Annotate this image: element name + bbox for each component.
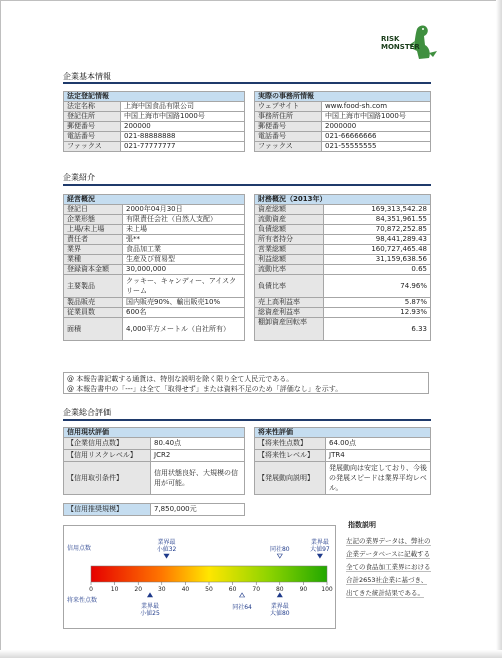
credit-marker [277,554,282,558]
future-marker [277,593,282,597]
row-value: 生産及び貿易型 [123,255,245,265]
row-value: 021-88888888 [121,132,245,142]
tick-label: 80 [275,586,284,593]
row-value: 70,872,252.85 [324,225,431,235]
logo-text [381,35,431,51]
row-value: 200000 [121,122,245,132]
row-value: 021-77777777 [121,142,245,152]
section-rule [63,82,431,84]
row-value: 国内販売90%、輸出販売10% [123,298,245,308]
row-value: 84,351,961.55 [324,215,431,225]
office-table [254,91,431,152]
score-gauge-chart [63,525,336,629]
table-row [255,265,431,275]
row-label: 面積 [64,318,123,341]
credit-marker-label: 小値32 [156,546,177,553]
credit-table-title: 信用現状評価 [64,428,245,438]
finance-rows [255,205,431,341]
row-label: 業界 [64,245,123,255]
section-title-eval: 企業総合評価 [63,408,111,417]
section-title-intro: 企業紹介 [63,173,95,182]
credit-score-axis-label: 信用点数 [67,545,92,552]
row-value: 張** [123,235,245,245]
logo-line-2: MONSTER [381,43,420,51]
gauge-bar [91,566,327,582]
row-label: 流動資産 [255,215,324,225]
row-label: 【企業信用点数】 [64,438,151,450]
row-value: 4,000平方メートル（自社所有） [123,318,245,341]
row-label: 総資産利益率 [255,308,324,318]
table-row [64,225,245,235]
tick-label: 100 [321,586,333,593]
row-label: 業種 [64,255,123,265]
table-row [255,308,431,318]
registration-table [63,91,245,152]
row-label: 資産総額 [255,205,324,215]
row-label: 流動比率 [255,265,324,275]
future-marker-label-line1: 業界最 [140,603,160,610]
row-label: 上場/未上場 [64,225,123,235]
table-row [255,215,431,225]
row-value: 2000000 [322,122,431,132]
row-value: 0.65 [324,265,431,275]
table-row [64,308,245,318]
row-value: 未上場 [123,225,245,235]
row-label: ファックス [255,142,322,152]
table-row [64,205,245,215]
row-value: 30,000,000 [123,265,245,275]
row-value: 64.00点 [326,438,431,450]
table-row [64,265,245,275]
future-table [254,427,431,495]
row-label: 登記日 [64,205,123,215]
future-marker-label: 大値80 [269,610,290,617]
credit-marker [317,554,322,558]
credit-marker-label: 大値97 [310,546,330,553]
credit-table [63,427,245,495]
section-rule [63,184,431,186]
credit-limit-table [63,503,245,516]
note-line: @ 本報告書中の「---」は全て「取得せず」または資料不足のため「評価なし」を示す。 [67,385,343,393]
row-label: 従業員数 [64,308,123,318]
table-row [255,225,431,235]
row-value: 021-55555555 [322,142,431,152]
office-rows [255,102,431,152]
table-row [64,215,245,225]
row-value: 食品加工業 [123,245,245,255]
row-label: ファックス [64,142,121,152]
row-label: 主要製品 [64,275,123,298]
tick-label: 70 [252,586,261,593]
row-label: 法定名称 [64,102,121,112]
row-value: 74.96% [324,275,431,298]
table-row [255,318,431,341]
table-row [255,245,431,255]
row-label: 【信用リスクレベル】 [64,450,151,462]
row-value: 80.40点 [151,438,245,450]
row-label: 【発展動向説明】 [255,462,326,495]
credit-marker [164,554,169,558]
table-row [255,462,431,495]
row-value: クッキー、キャンディー、アイスクリーム [123,275,245,298]
future-marker-label-line1: 業界最 [270,603,289,610]
table-row [64,112,245,122]
gauge-svg [64,526,335,628]
table-row [255,205,431,215]
tick-label: 30 [157,586,166,593]
table-row [64,318,245,341]
table-row [255,450,431,462]
table-row [255,298,431,308]
row-label: 利益総額 [255,255,324,265]
tick-label: 0 [89,586,93,593]
row-value: 中国上海市中国路1000号 [121,112,245,122]
future-marker-label: 小値25 [140,610,160,617]
office-table-title: 実際の事務所情報 [255,92,431,102]
table-row [64,462,245,495]
section-title-basic: 企業基本情報 [63,72,111,81]
row-label: 売上高利益率 [255,298,324,308]
row-value: 160,727,465.48 [324,245,431,255]
row-value: 有限責任会社（自然人支配） [123,215,245,225]
overview-table-title: 経営概況 [64,195,245,205]
row-label: 負債比率 [255,275,324,298]
future-score-axis-label: 将来性点数 [67,597,98,604]
tick-label: 90 [299,586,308,593]
table-row [255,438,431,450]
row-label: 棚卸資産回転率 [255,318,324,341]
logo-line-1: RISK [381,35,400,43]
overview-table [63,194,245,341]
table-row [64,132,245,142]
table-row [64,438,245,450]
registration-table-title: 法定登記情報 [64,92,245,102]
row-label: 【将来性点数】 [255,438,326,450]
row-label: 電話番号 [255,132,322,142]
overview-rows [64,205,245,341]
credit-limit-label: 【信用推奨規模】 [64,504,151,516]
row-value: 12.93% [324,308,431,318]
row-value: 600名 [123,308,245,318]
row-label: 登記住所 [64,112,121,122]
row-label: 郵便番号 [64,122,121,132]
row-label: 【将来性レベル】 [255,450,326,462]
row-value: 中国上海市中国路1000号 [322,112,431,122]
row-label: 事務所住所 [255,112,322,122]
tick-label: 60 [228,586,237,593]
tick-label: 50 [205,586,213,593]
row-value: 上海中国食品有限公司 [121,102,245,112]
table-row [64,245,245,255]
explain-text: 左記の業界データは、弊社の企業データベースに記載する全ての食品加工業界における合計2653社企業に基づき、出てきた統計結果である。 [346,537,431,597]
currency-notes [63,372,429,394]
table-row [255,255,431,265]
table-row [64,450,245,462]
table-row [255,235,431,245]
row-value: 2000年04月30日 [123,205,245,215]
future-table-title: 将来性評価 [255,428,431,438]
registration-rows [64,102,245,152]
table-row [64,142,245,152]
future-marker [148,593,153,597]
table-row [64,275,245,298]
row-value: 5.87% [324,298,431,308]
row-value: www.food-sh.com [322,102,431,112]
row-value: 98,441,289.43 [324,235,431,245]
finance-table [254,194,431,341]
table-row [64,235,245,245]
table-row [255,142,431,152]
finance-table-title: 財務概況（2013年） [255,195,431,205]
table-row [255,275,431,298]
table-row [255,122,431,132]
row-value: 31,159,638.56 [324,255,431,265]
credit-marker-label-line1: 業界最 [310,539,329,546]
explain-title: 指数説明 [348,521,376,529]
row-label: 製品販売 [64,298,123,308]
row-value: 発展動向は安定しており、今後の発展スピードは業界平均レベル。 [326,462,431,495]
tick-label: 20 [134,586,143,593]
table-row [64,298,245,308]
table-row [255,132,431,142]
row-label: 電話番号 [64,132,121,142]
tick-label: 40 [181,586,190,593]
tick-label: 10 [110,586,119,593]
table-row [255,102,431,112]
row-value: 信用状態良好、大規模の信用が可能。 [151,462,245,495]
future-marker-label: 同社64 [232,604,252,611]
row-value: 169,313,542.28 [324,205,431,215]
table-row [64,255,245,265]
credit-marker-label: 同社80 [269,546,290,553]
page-shadow-right [496,0,502,658]
row-value: JTR4 [326,450,431,462]
row-label: 郵便番号 [255,122,322,132]
row-value: 021-66666666 [322,132,431,142]
credit-limit-value: 7,850,000元 [151,504,245,516]
section-rule [63,419,431,421]
row-label: 企業形態 [64,215,123,225]
table-row [64,102,245,112]
page-shadow-bottom [0,650,502,658]
row-label: 【信用取引条件】 [64,462,151,495]
table-row [64,504,245,516]
row-value: 6.33 [324,318,431,341]
row-label: 所有者持分 [255,235,324,245]
table-row [255,112,431,122]
table-row [64,122,245,132]
row-value: JCR2 [151,450,245,462]
row-label: 営業総額 [255,245,324,255]
row-label: 登録資本金額 [64,265,123,275]
row-label: 負債総額 [255,225,324,235]
note-line: @ 本報告書記載する通貨は、特別な説明を除く限り全て人民元である。 [67,375,294,383]
row-label: 責任者 [64,235,123,245]
credit-marker-label-line1: 業界最 [157,539,176,546]
future-marker [240,593,245,597]
explain-text-block [346,535,432,600]
row-label: ウェブサイト [255,102,322,112]
